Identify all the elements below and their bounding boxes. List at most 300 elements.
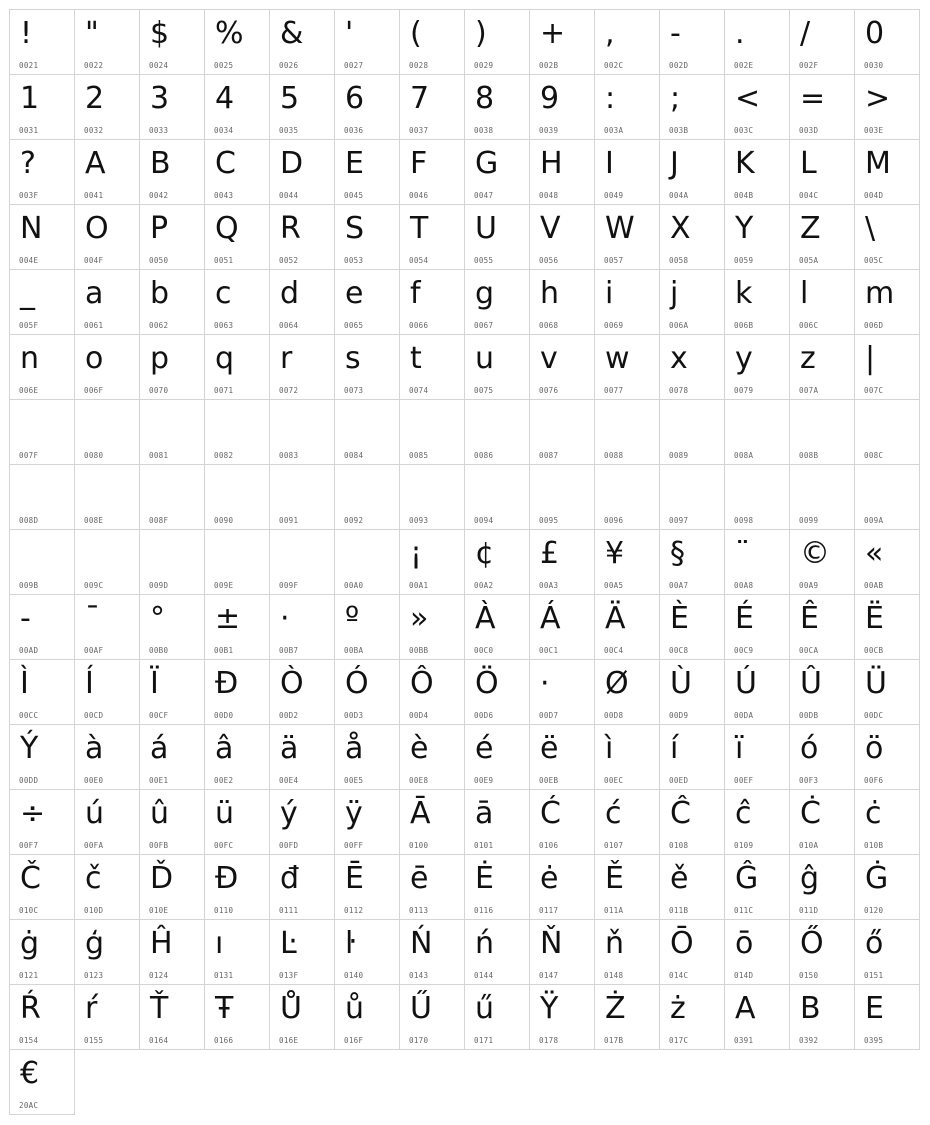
- codepoint-label: 0059: [734, 256, 754, 265]
- glyph-sample: ġ: [20, 926, 40, 961]
- codepoint-label: 0036: [344, 126, 364, 135]
- codepoint-label: 005C: [864, 256, 884, 265]
- codepoint-label: 0049: [604, 191, 624, 200]
- glyph-sample: <: [735, 81, 761, 116]
- codepoint-label: 0092: [344, 516, 364, 525]
- glyph-cell: [334, 139, 400, 205]
- glyph-sample: V: [540, 211, 561, 246]
- glyph-cell: [724, 74, 790, 140]
- glyph-sample: t: [410, 341, 422, 376]
- glyph-cell: [334, 659, 400, 725]
- glyph-sample: Ű: [410, 991, 432, 1026]
- glyph-sample: Ê: [800, 601, 819, 636]
- codepoint-label: 0073: [344, 386, 364, 395]
- codepoint-label: 0108: [669, 841, 689, 850]
- codepoint-label: 0041: [84, 191, 104, 200]
- glyph-sample: ¡: [410, 536, 423, 571]
- codepoint-label: 0082: [214, 451, 234, 460]
- glyph-cell: [659, 529, 725, 595]
- codepoint-label: 0050: [149, 256, 169, 265]
- codepoint-label: 009E: [214, 581, 234, 590]
- glyph-sample: Z: [800, 211, 821, 246]
- glyph-sample: Đ: [215, 861, 239, 896]
- codepoint-label: 00C4: [604, 646, 624, 655]
- glyph-cell: [724, 919, 790, 985]
- glyph-cell: [399, 724, 465, 790]
- glyph-sample: f: [410, 276, 421, 311]
- codepoint-label: 006E: [19, 386, 39, 395]
- glyph-cell: [334, 919, 400, 985]
- glyph-sample: Ÿ: [540, 991, 559, 1026]
- glyph-sample: Ú: [735, 666, 757, 701]
- glyph-cell: [529, 984, 595, 1050]
- glyph-sample: C: [215, 146, 236, 181]
- glyph-sample: ¥: [605, 536, 625, 571]
- codepoint-label: 008A: [734, 451, 754, 460]
- glyph-cell: [139, 9, 205, 75]
- glyph-sample: ±: [215, 601, 241, 636]
- glyph-cell: [74, 269, 140, 335]
- glyph-sample: ć: [605, 796, 622, 831]
- codepoint-label: 0078: [669, 386, 689, 395]
- glyph-sample: ÿ: [345, 796, 363, 831]
- codepoint-label: 00C9: [734, 646, 754, 655]
- codepoint-label: 0090: [214, 516, 234, 525]
- glyph-cell: [9, 529, 75, 595]
- glyph-sample: Β: [800, 991, 821, 1026]
- codepoint-label: 00E2: [214, 776, 234, 785]
- glyph-sample: Č: [20, 861, 41, 896]
- glyph-sample: ű: [475, 991, 495, 1026]
- glyph-cell: [204, 724, 270, 790]
- codepoint-label: 0068: [539, 321, 559, 330]
- glyph-sample: h: [540, 276, 560, 311]
- codepoint-label: 00FF: [344, 841, 364, 850]
- glyph-sample: Ĥ: [150, 926, 173, 961]
- codepoint-label: 002F: [799, 61, 819, 70]
- glyph-cell: [74, 659, 140, 725]
- glyph-cell: [659, 659, 725, 725]
- glyph-cell: [399, 74, 465, 140]
- glyph-cell: [399, 854, 465, 920]
- glyph-cell: [594, 399, 660, 465]
- codepoint-label: 0035: [279, 126, 299, 135]
- glyph-sample: ċ: [865, 796, 882, 831]
- glyph-sample: É: [735, 601, 754, 636]
- glyph-cell: [269, 984, 335, 1050]
- glyph-cell: [139, 789, 205, 855]
- glyph-sample: Ď: [150, 861, 174, 896]
- glyph-cell: [789, 854, 855, 920]
- glyph-sample: /: [800, 16, 811, 51]
- glyph-cell: [789, 9, 855, 75]
- codepoint-label: 00F3: [799, 776, 819, 785]
- codepoint-label: 0074: [409, 386, 429, 395]
- glyph-sample: Đ: [215, 666, 239, 701]
- glyph-sample: :: [605, 81, 616, 116]
- glyph-cell: [789, 919, 855, 985]
- codepoint-label: 00D8: [604, 711, 624, 720]
- codepoint-label: 0112: [344, 906, 364, 915]
- glyph-cell: [399, 334, 465, 400]
- codepoint-label: 0094: [474, 516, 494, 525]
- glyph-cell: [334, 204, 400, 270]
- glyph-sample: H: [540, 146, 563, 181]
- glyph-cell: [204, 594, 270, 660]
- glyph-cell: [74, 464, 140, 530]
- codepoint-label: 00D4: [409, 711, 429, 720]
- glyph-cell: [464, 9, 530, 75]
- codepoint-label: 004D: [864, 191, 884, 200]
- glyph-sample: â: [215, 731, 234, 766]
- glyph-sample: ÷: [20, 796, 46, 831]
- glyph-sample: Ý: [20, 731, 39, 766]
- codepoint-label: 0044: [279, 191, 299, 200]
- glyph-sample: !: [20, 16, 33, 51]
- codepoint-label: 0151: [864, 971, 884, 980]
- glyph-sample: S: [345, 211, 365, 246]
- glyph-sample: é: [475, 731, 494, 766]
- glyph-sample: Ż: [605, 991, 626, 1026]
- glyph-cell: [464, 334, 530, 400]
- glyph-sample: 2: [85, 81, 105, 116]
- glyph-sample: >: [865, 81, 891, 116]
- glyph-sample: è: [410, 731, 429, 766]
- codepoint-label: 0392: [799, 1036, 819, 1045]
- codepoint-label: 0085: [409, 451, 429, 460]
- glyph-sample: M: [865, 146, 891, 181]
- glyph-sample: Ń: [410, 926, 433, 961]
- codepoint-label: 0154: [19, 1036, 39, 1045]
- glyph-sample: 9: [540, 81, 560, 116]
- glyph-sample: ': [345, 16, 354, 51]
- codepoint-label: 00DD: [19, 776, 39, 785]
- codepoint-label: 0124: [149, 971, 169, 980]
- codepoint-label: 010A: [799, 841, 819, 850]
- codepoint-label: 006D: [864, 321, 884, 330]
- glyph-cell: [659, 139, 725, 205]
- glyph-cell: [529, 399, 595, 465]
- glyph-sample: Ċ: [800, 796, 821, 831]
- glyph-cell: [139, 204, 205, 270]
- glyph-sample: k: [735, 276, 753, 311]
- glyph-cell: [139, 919, 205, 985]
- glyph-sample: ": [85, 16, 99, 51]
- glyph-cell: [74, 139, 140, 205]
- glyph-cell: [9, 854, 75, 920]
- codepoint-label: 003F: [19, 191, 39, 200]
- glyph-cell: [659, 399, 725, 465]
- codepoint-label: 00D7: [539, 711, 559, 720]
- codepoint-label: 0391: [734, 1036, 754, 1045]
- codepoint-label: 010D: [84, 906, 104, 915]
- glyph-sample: Ť: [150, 991, 169, 1026]
- codepoint-label: 016F: [344, 1036, 364, 1045]
- glyph-cell: [724, 9, 790, 75]
- codepoint-label: 003B: [669, 126, 689, 135]
- glyph-sample: ė: [540, 861, 559, 896]
- glyph-sample: ,: [605, 16, 615, 51]
- glyph-sample: ?: [20, 146, 36, 181]
- glyph-cell: [139, 984, 205, 1050]
- glyph-cell: [529, 594, 595, 660]
- glyph-cell: [529, 789, 595, 855]
- glyph-sample: ú: [85, 796, 105, 831]
- codepoint-label: 0395: [864, 1036, 884, 1045]
- glyph-sample: s: [345, 341, 361, 376]
- glyph-cell: [269, 659, 335, 725]
- codepoint-label: 0088: [604, 451, 624, 460]
- codepoint-label: 0066: [409, 321, 429, 330]
- glyph-sample: Ė: [475, 861, 494, 896]
- glyph-sample: r: [280, 341, 293, 376]
- glyph-cell: [9, 594, 75, 660]
- glyph-sample: 3: [150, 81, 170, 116]
- glyph-sample: û: [150, 796, 170, 831]
- glyph-sample: ĉ: [735, 796, 752, 831]
- glyph-sample: K: [735, 146, 755, 181]
- glyph-cell: [529, 529, 595, 595]
- codepoint-label: 00D0: [214, 711, 234, 720]
- codepoint-label: 0069: [604, 321, 624, 330]
- glyph-cell: [464, 139, 530, 205]
- glyph-sample: E: [345, 146, 364, 181]
- codepoint-label: 00DA: [734, 711, 754, 720]
- glyph-sample: Ō: [670, 926, 694, 961]
- glyph-cell: [399, 659, 465, 725]
- glyph-cell: [139, 399, 205, 465]
- glyph-cell: [204, 919, 270, 985]
- glyph-sample: ň: [605, 926, 625, 961]
- glyph-cell: [854, 204, 920, 270]
- glyph-sample: ě: [670, 861, 689, 896]
- glyph-cell: [204, 139, 270, 205]
- glyph-cell: [9, 74, 75, 140]
- glyph-cell: [204, 9, 270, 75]
- glyph-sample: Ē: [345, 861, 364, 896]
- glyph-cell: [464, 919, 530, 985]
- glyph-sample: ï: [735, 731, 744, 766]
- glyph-cell: [269, 464, 335, 530]
- codepoint-label: 003E: [864, 126, 884, 135]
- codepoint-label: 0131: [214, 971, 234, 980]
- glyph-sample: 7: [410, 81, 430, 116]
- glyph-cell: [659, 334, 725, 400]
- codepoint-label: 010B: [864, 841, 884, 850]
- codepoint-label: 00B7: [279, 646, 299, 655]
- codepoint-label: 0081: [149, 451, 169, 460]
- glyph-cell: [659, 464, 725, 530]
- glyph-cell: [724, 594, 790, 660]
- glyph-cell: [9, 659, 75, 725]
- glyph-cell: [594, 529, 660, 595]
- glyph-sample: 6: [345, 81, 365, 116]
- glyph-cell: [854, 529, 920, 595]
- codepoint-label: 0155: [84, 1036, 104, 1045]
- codepoint-label: 00CB: [864, 646, 884, 655]
- codepoint-label: 0046: [409, 191, 429, 200]
- glyph-sample: Ì: [20, 666, 29, 701]
- codepoint-label: 0116: [474, 906, 494, 915]
- glyph-cell: [269, 204, 335, 270]
- codepoint-label: 00A3: [539, 581, 559, 590]
- codepoint-label: 00D3: [344, 711, 364, 720]
- glyph-cell: [139, 594, 205, 660]
- codepoint-label: 0056: [539, 256, 559, 265]
- glyph-cell: [74, 204, 140, 270]
- glyph-sample: z: [800, 341, 816, 376]
- codepoint-label: 0052: [279, 256, 299, 265]
- glyph-cell: [854, 334, 920, 400]
- codepoint-label: 00E8: [409, 776, 429, 785]
- glyph-sample: B: [150, 146, 171, 181]
- glyph-sample: í: [670, 731, 679, 766]
- glyph-cell: [74, 724, 140, 790]
- glyph-sample: £: [540, 536, 560, 571]
- glyph-cell: [659, 9, 725, 75]
- glyph-sample: c: [215, 276, 232, 311]
- codepoint-label: 0048: [539, 191, 559, 200]
- glyph-cell: [464, 204, 530, 270]
- glyph-sample: ¢: [475, 536, 495, 571]
- codepoint-label: 00FB: [149, 841, 169, 850]
- glyph-cell: [269, 724, 335, 790]
- glyph-cell: [9, 464, 75, 530]
- glyph-cell: [659, 789, 725, 855]
- glyph-sample: 0: [865, 16, 885, 51]
- glyph-cell: [74, 984, 140, 1050]
- codepoint-label: 0164: [149, 1036, 169, 1045]
- glyph-cell: [724, 984, 790, 1050]
- glyph-sample: Ó: [345, 666, 369, 701]
- codepoint-label: 00D9: [669, 711, 689, 720]
- glyph-sample: Ĉ: [670, 796, 691, 831]
- glyph-cell: [529, 724, 595, 790]
- glyph-cell: [74, 74, 140, 140]
- glyph-cell: [464, 399, 530, 465]
- codepoint-label: 20AC: [19, 1101, 39, 1110]
- glyph-sample: ŀ: [345, 926, 356, 961]
- glyph-cell: [139, 139, 205, 205]
- glyph-sample: ż: [670, 991, 686, 1026]
- codepoint-label: 0101: [474, 841, 494, 850]
- codepoint-label: 00A0: [344, 581, 364, 590]
- glyph-cell: [9, 789, 75, 855]
- codepoint-label: 014C: [669, 971, 689, 980]
- codepoint-label: 004F: [84, 256, 104, 265]
- glyph-cell: [594, 204, 660, 270]
- codepoint-label: 00FC: [214, 841, 234, 850]
- glyph-cell: [464, 724, 530, 790]
- codepoint-label: 0075: [474, 386, 494, 395]
- glyph-cell: [9, 269, 75, 335]
- glyph-sample: Ë: [865, 601, 884, 636]
- glyph-cell: [204, 74, 270, 140]
- glyph-cell: [9, 334, 75, 400]
- glyph-sample: e: [345, 276, 364, 311]
- glyph-cell: [139, 659, 205, 725]
- codepoint-label: 0031: [19, 126, 39, 135]
- codepoint-label: 0021: [19, 61, 39, 70]
- glyph-cell: [9, 399, 75, 465]
- codepoint-label: 0083: [279, 451, 299, 460]
- glyph-cell: [529, 919, 595, 985]
- codepoint-label: 0064: [279, 321, 299, 330]
- glyph-sample: j: [670, 276, 679, 311]
- codepoint-label: 00B0: [149, 646, 169, 655]
- codepoint-label: 006A: [669, 321, 689, 330]
- glyph-cell: [789, 724, 855, 790]
- codepoint-label: 011C: [734, 906, 754, 915]
- glyph-sample: ń: [475, 926, 495, 961]
- codepoint-label: 00F6: [864, 776, 884, 785]
- codepoint-label: 00D6: [474, 711, 494, 720]
- codepoint-label: 0047: [474, 191, 494, 200]
- glyph-cell: [854, 659, 920, 725]
- glyph-sample: q: [215, 341, 235, 376]
- glyph-cell: [789, 984, 855, 1050]
- glyph-cell: [399, 399, 465, 465]
- glyph-cell: [139, 464, 205, 530]
- codepoint-label: 008F: [149, 516, 169, 525]
- glyph-sample: È: [670, 601, 689, 636]
- glyph-cell: [204, 464, 270, 530]
- glyph-cell: [529, 139, 595, 205]
- codepoint-label: 00A1: [409, 581, 429, 590]
- glyph-cell: [594, 74, 660, 140]
- codepoint-label: 006B: [734, 321, 754, 330]
- glyph-sample: à: [85, 731, 104, 766]
- glyph-sample: Ŀ: [280, 926, 297, 961]
- codepoint-label: 0062: [149, 321, 169, 330]
- glyph-sample: ¯: [85, 601, 100, 636]
- glyph-sample: .: [735, 16, 745, 51]
- glyph-cell: [789, 659, 855, 725]
- glyph-cell: [724, 529, 790, 595]
- glyph-sample: R: [280, 211, 301, 246]
- codepoint-label: 00F7: [19, 841, 39, 850]
- glyph-cell: [74, 529, 140, 595]
- codepoint-label: 009B: [19, 581, 39, 590]
- codepoint-label: 005F: [19, 321, 39, 330]
- codepoint-label: 00ED: [669, 776, 689, 785]
- glyph-cell: [659, 919, 725, 985]
- glyph-sample: p: [150, 341, 170, 376]
- glyph-cell: [789, 529, 855, 595]
- codepoint-label: 0079: [734, 386, 754, 395]
- glyph-cell: [464, 594, 530, 660]
- glyph-cell: [529, 269, 595, 335]
- codepoint-label: 0170: [409, 1036, 429, 1045]
- codepoint-label: 0111: [279, 906, 299, 915]
- codepoint-label: 00EC: [604, 776, 624, 785]
- codepoint-label: 0055: [474, 256, 494, 265]
- codepoint-label: 00FD: [279, 841, 299, 850]
- codepoint-label: 0109: [734, 841, 754, 850]
- glyph-sample: o: [85, 341, 104, 376]
- glyph-sample: &: [280, 16, 304, 51]
- codepoint-label: 008D: [19, 516, 39, 525]
- codepoint-label: 0099: [799, 516, 819, 525]
- codepoint-label: 013F: [279, 971, 299, 980]
- glyph-cell: [9, 9, 75, 75]
- glyph-cell: [269, 529, 335, 595]
- glyph-cell: [74, 9, 140, 75]
- codepoint-label: 008E: [84, 516, 104, 525]
- glyph-sample: u: [475, 341, 495, 376]
- glyph-sample: Ů: [280, 991, 302, 1026]
- glyph-cell: [139, 74, 205, 140]
